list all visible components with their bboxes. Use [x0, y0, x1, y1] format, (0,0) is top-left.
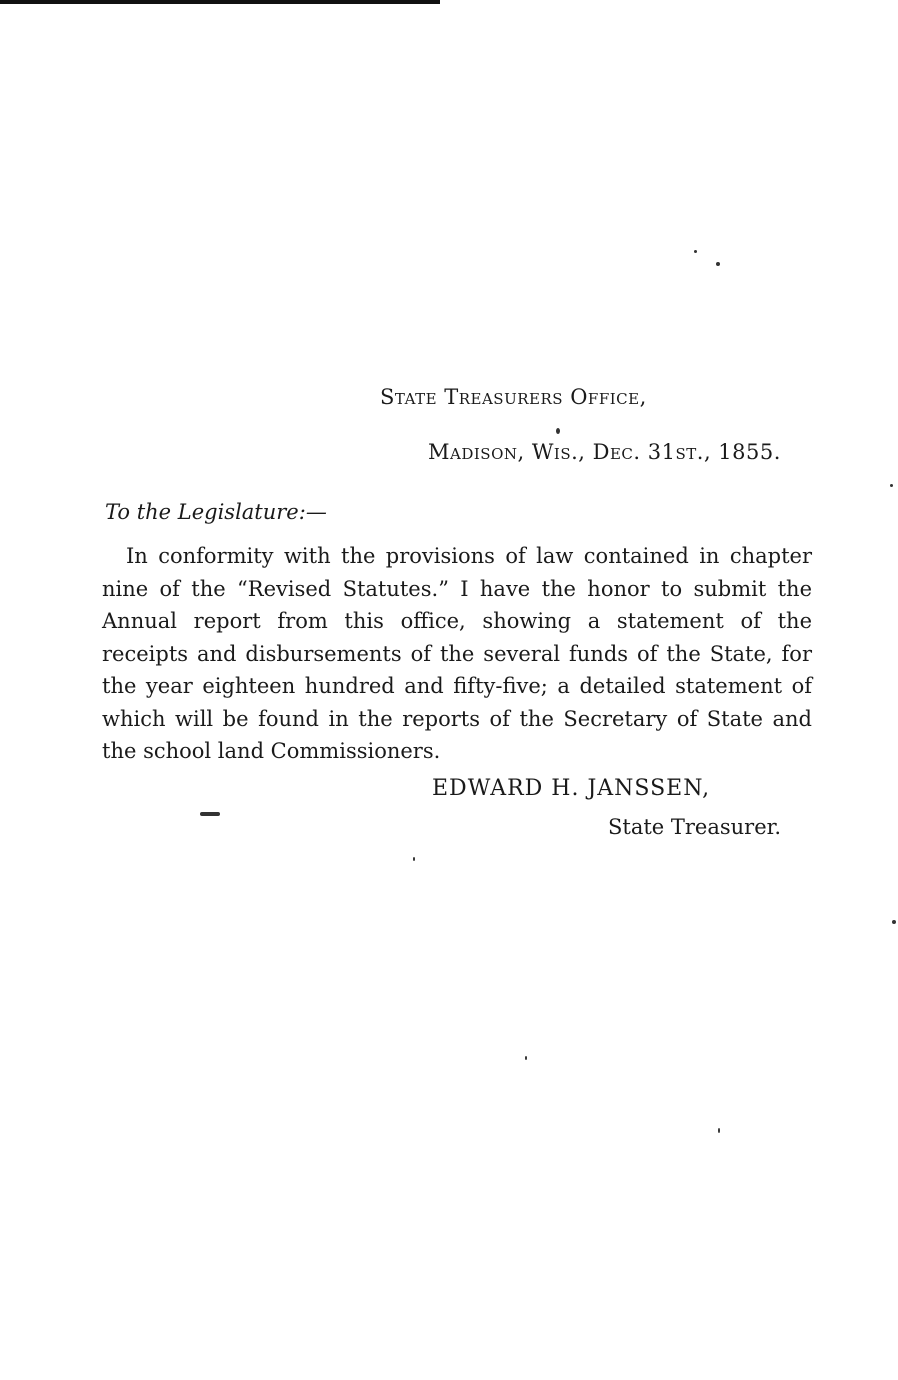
salutation: To the Legislature:— [105, 500, 327, 524]
print-speck [556, 428, 560, 434]
signature-title: State Treasurer. [608, 815, 782, 839]
office-heading: State Treasurers Office, [380, 385, 647, 409]
print-speck [718, 1128, 720, 1133]
print-speck [890, 484, 893, 487]
signature-name: EDWARD H. JANSSEN, [432, 776, 711, 801]
print-speck [892, 920, 896, 924]
print-speck [413, 857, 415, 861]
print-speck [716, 262, 720, 266]
letter-body: In conformity with the provisions of law contained in chapter nine of the “Revised Statutes.” I have the honor to submit the Annual report from this office, showing a statement of the receipts and disbursements of the several funds of the State, for the year eighteen hundred and fifty-five; a detailed statement of which will be found in the reports of the Secretary of State and the school land Commissioners. [102, 544, 812, 763]
top-edge-rule [0, 0, 440, 4]
print-speck [525, 1056, 527, 1060]
print-speck [694, 250, 697, 253]
dateline: Madison, Wis., Dec. 31st., 1855. [428, 440, 781, 464]
print-speck [200, 812, 220, 816]
